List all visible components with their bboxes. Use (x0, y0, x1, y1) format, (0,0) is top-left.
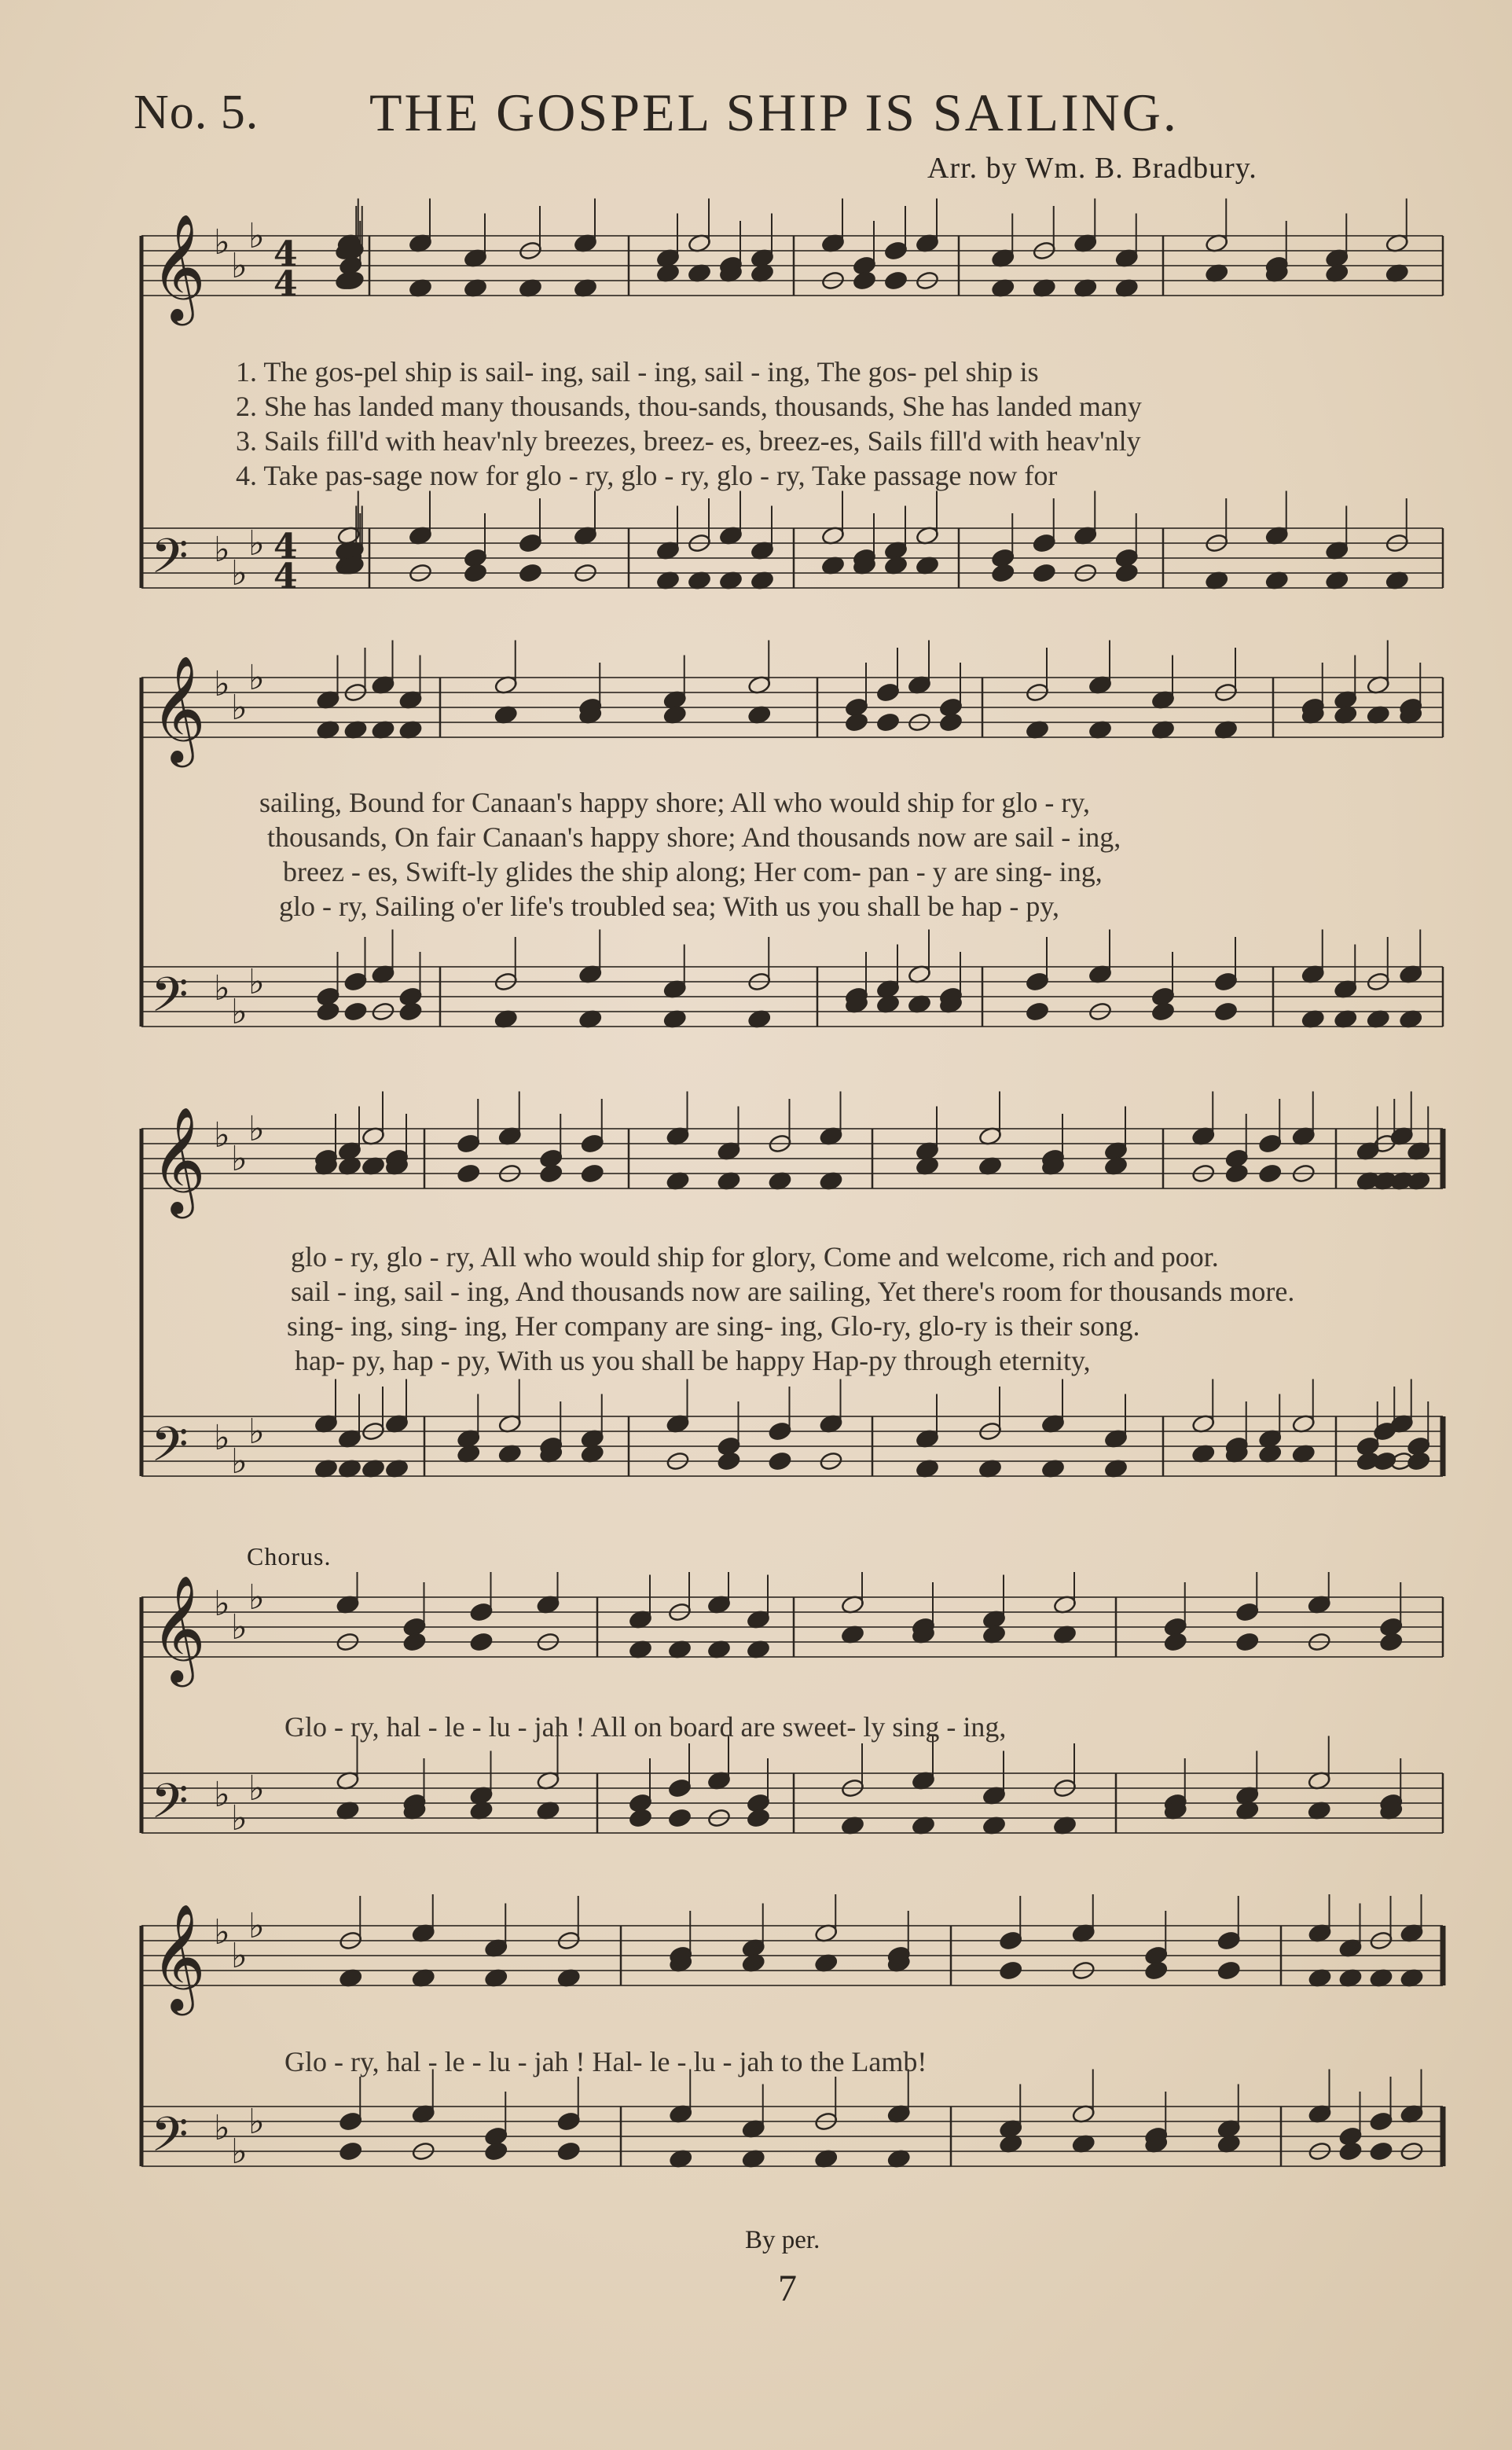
time-signature-bottom: 4 (273, 556, 298, 597)
verse-2-line-1: 2. She has landed many thousands, thou-sands, thousands, She has landed many (236, 391, 1142, 422)
chorus-line-1: Glo - ry, hal - le - lu - jah ! All on board are sweet- ly sing - ing, (284, 1711, 1007, 1743)
note-head (398, 1001, 423, 1022)
note-head (876, 682, 901, 703)
treble-clef-icon: 𝄞 (151, 211, 206, 321)
chorus-line-2: Glo - ry, hal - le - lu - jah ! Hal- le - lu - jah to the Lamb! (284, 2046, 927, 2077)
bass-clef-icon: 𝄢 (151, 967, 189, 1035)
note-head (469, 1602, 494, 1622)
flat-icon: ♭ (248, 962, 265, 1003)
note-head (1235, 1632, 1260, 1652)
note-head (1258, 1163, 1283, 1184)
note-head (580, 1133, 604, 1154)
flat-icon: ♭ (214, 1774, 230, 1815)
treble-clef-icon: 𝄞 (151, 653, 206, 762)
verse-3-line-1: 3. Sails fill'd with heav'nly breezes, breez- es, breez-es, Sails fill'd with heav'nly (236, 425, 1141, 457)
note-head (1217, 1960, 1241, 1981)
note-head (1373, 1451, 1397, 1471)
verse-4-line-2: glo - ry, Sailing o'er life's troubled sea; With us you shall be hap - py, (279, 891, 1060, 922)
flat-icon: ♭ (231, 1442, 248, 1482)
flat-icon: ♭ (231, 2132, 248, 2173)
note-head (1026, 972, 1050, 992)
note-head (768, 1451, 792, 1471)
flat-icon: ♭ (214, 222, 230, 263)
flat-icon: ♭ (248, 2102, 265, 2143)
note-head (519, 563, 543, 583)
flat-icon: ♭ (248, 1109, 265, 1150)
verse-1-line-1: 1. The gos-pel ship is sail- ing, sail - ing, sail - ing, The gos- pel ship is (236, 356, 1039, 388)
flat-icon: ♭ (231, 1139, 248, 1180)
note-head (556, 2111, 581, 2132)
note-head (1224, 1163, 1249, 1184)
hymn-title: THE GOSPEL SHIP IS SAILING. (369, 83, 1179, 142)
flat-icon: ♭ (248, 216, 265, 257)
verse-2-line-3: sail - ing, sail - ing, And thousands now are sailing, Yet there's room for thousands more. (291, 1276, 1295, 1307)
verse-4-line-1: 4. Take pas-sage now for glo - ry, glo - ry, glo - ry, Take passage now for (236, 460, 1058, 491)
bass-clef-icon: 𝄢 (151, 1416, 189, 1485)
flat-icon: ♭ (214, 1912, 230, 1952)
note-head (717, 1451, 741, 1471)
flat-icon: ♭ (231, 1936, 248, 1977)
bass-clef-icon: 𝄢 (151, 528, 189, 597)
flat-icon: ♭ (231, 1798, 248, 1839)
flat-icon: ♭ (231, 688, 248, 729)
note-head (1032, 563, 1056, 583)
note-head (1258, 1133, 1283, 1154)
note-head (1163, 1632, 1187, 1652)
note-head (1407, 1451, 1431, 1471)
flat-icon: ♭ (248, 1769, 265, 1809)
note-head (768, 1421, 792, 1442)
note-head (747, 1808, 771, 1828)
flat-icon: ♭ (214, 1417, 230, 1458)
note-head (343, 1001, 368, 1022)
note-head (1026, 1001, 1050, 1022)
permission-note: By per. (745, 2226, 820, 2254)
chorus-label: Chorus. (247, 1542, 332, 1570)
flat-icon: ♭ (248, 658, 265, 699)
bass-clef-icon: 𝄢 (151, 1773, 189, 1842)
note-head (339, 2141, 363, 2162)
note-head (580, 1163, 604, 1184)
note-head (539, 1163, 563, 1184)
time-signature-top: 4 (273, 234, 298, 274)
flat-icon: ♭ (214, 968, 230, 1008)
note-head (999, 1930, 1023, 1951)
note-head (876, 712, 901, 733)
verse-2-line-2: thousands, On fair Canaan's happy shore; And thousands now are sail - ing, (267, 821, 1121, 853)
note-head (939, 712, 963, 733)
note-head (343, 972, 368, 992)
note-head (884, 270, 908, 291)
flat-icon: ♭ (214, 2107, 230, 2148)
note-head (668, 1778, 692, 1798)
flat-icon: ♭ (214, 663, 230, 704)
note-head (1217, 1930, 1241, 1951)
note-head (1235, 1602, 1260, 1622)
hymn-number: No. 5. (134, 86, 259, 139)
treble-clef-icon: 𝄞 (151, 1901, 206, 2011)
bass-clef-icon: 𝄢 (151, 2107, 189, 2175)
note-head (556, 2141, 581, 2162)
note-head (457, 1163, 481, 1184)
note-head (457, 1133, 481, 1154)
page-number: 7 (778, 2268, 797, 2309)
flat-icon: ♭ (248, 523, 265, 564)
note-head (484, 2141, 508, 2162)
music-system-1 (0, 189, 1512, 637)
note-head (629, 1808, 653, 1828)
flat-icon: ♭ (231, 992, 248, 1033)
flat-icon: ♭ (231, 246, 248, 287)
flat-icon: ♭ (231, 1607, 248, 1648)
arranger-credit: Arr. by Wm. B. Bradbury. (927, 152, 1257, 185)
note-head (1114, 563, 1139, 583)
note-head (469, 1632, 494, 1652)
music-system-2 (0, 629, 1512, 1069)
note-head (1379, 1632, 1404, 1652)
note-head (991, 563, 1015, 583)
note-head (1369, 2111, 1393, 2132)
note-head (1369, 2141, 1393, 2162)
time-signature-top: 4 (273, 527, 298, 567)
verse-4-line-3: hap- py, hap - py, With us you shall be happy Hap-py through eternity, (295, 1345, 1091, 1376)
note-head (402, 1632, 427, 1652)
note-head (1214, 972, 1239, 992)
note-head (339, 2111, 363, 2132)
flat-icon: ♭ (214, 529, 230, 570)
note-head (999, 1960, 1023, 1981)
flat-icon: ♭ (248, 1578, 265, 1618)
flat-icon: ♭ (248, 1906, 265, 1947)
note-head (1032, 533, 1056, 553)
note-head (316, 1001, 340, 1022)
verse-1-line-2: sailing, Bound for Canaan's happy shore; All who would ship for glo - ry, (259, 787, 1091, 818)
note-head (884, 241, 908, 261)
flat-icon: ♭ (214, 1115, 230, 1155)
note-head (845, 712, 869, 733)
treble-clef-icon: 𝄞 (151, 1104, 206, 1214)
chorus-system-2 (0, 1894, 1512, 2224)
note-head (668, 1808, 692, 1828)
note-head (1144, 1960, 1169, 1981)
chorus-system-1 (0, 1572, 1512, 1886)
flat-icon: ♭ (214, 1583, 230, 1624)
note-head (519, 533, 543, 553)
treble-clef-icon: 𝄞 (151, 1573, 206, 1682)
verse-3-line-2: breez - es, Swift-ly glides the ship along; Her com- pan - y are sing- ing, (283, 856, 1103, 887)
verse-3-line-3: sing- ing, sing- ing, Her company are sing- ing, Glo-ry, glo-ry is their song. (287, 1310, 1140, 1342)
verse-1-line-3: glo - ry, glo - ry, All who would ship for glory, Come and welcome, rich and poor. (291, 1241, 1219, 1273)
note-head (464, 563, 488, 583)
note-head (1151, 1001, 1176, 1022)
music-system-3 (0, 1077, 1512, 1517)
note-head (1214, 1001, 1239, 1022)
time-signature-bottom: 4 (273, 264, 298, 304)
note-head (1338, 2141, 1363, 2162)
flat-icon: ♭ (231, 553, 248, 594)
note-head (853, 270, 877, 291)
flat-icon: ♭ (248, 1412, 265, 1453)
